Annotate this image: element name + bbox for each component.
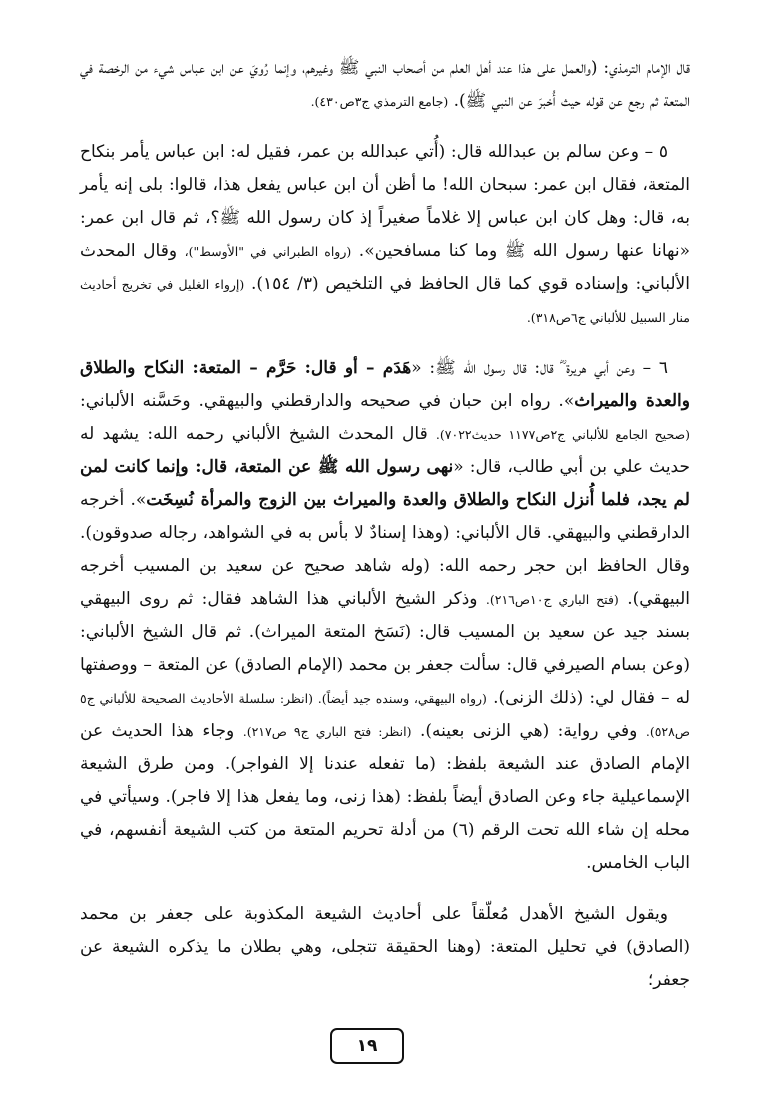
hadith-text: نهى رسول الله ﷺ عن المتعة، قال: وإنما كانت لمن لم يجد، فلما أُنزل النكاح والطلاق والعدة والميراث بين الزوج والمرأة نُسِخَت — [80, 457, 690, 510]
paragraph-hadith-6 — [80, 352, 690, 880]
paragraph-tirmidhi — [80, 52, 690, 118]
page-number: ١٩ — [356, 1036, 378, 1056]
hadith-text: هَدَم – أو قال: حَرَّم – المتعة: النكاح والطلاق والعدة والميراث — [80, 358, 690, 411]
paragraph-ahdal — [80, 898, 690, 997]
citation: (رواه البيهقي، وسنده جيد أيضاً). (انظر: سلسلة الأحاديث الصحيحة للألباني ج٥ ص٥٢٨). — [80, 691, 690, 739]
text-segment: ويقول الشيخ الأهدل مُعلّقاً على أحاديث الشيعة المكذوبة على جعفر بن محمد (الصادق) في تحليل المتعة: (وهنا الحقيقة تتجلى، وهي بطلان ما يذكره الشيعة عن جعفر؛ — [80, 904, 690, 990]
text-segment: ». رواه ابن حبان في صحيحه والدارقطني والبيهقي. وحَسَّنه الألباني: — [80, 391, 575, 411]
text-segment: وذكر الشيخ الألباني هذا الشاهد فقال: ثم روى البيهقي بسند جيد عن سعيد بن المسيب قال: (نَسَخ المتعة الميراث). ثم قال الشيخ الألباني: (وعن بسام الصيرفي قال: سألت جعفر بن محمد (الإمام الصادق) عن المتعة – ووصفتها له – فقال لي: (ذلك الزنى). — [80, 589, 690, 708]
text-segment: ٥ – وعن سالم بن عبدالله قال: (أُتي عبدالله بن عمر، فقيل له: ابن عباس يأمر بنكاح المتعة، فقال ابن عمر: سبحان الله! ما أظن أن ابن عباس يفعل هذا، قالوا: بلى إنه يأمر به، قال: وهل كان ابن عباس إلا غلاماً صغيراً إذ كان رسول الله ﷺ؟، ثم قال ابن عمر: «نهانا عنها رسول الله ﷺ وما كنا مسافحين». — [80, 142, 691, 261]
text-segment: قال المحدث الشيخ الألباني رحمه الله: يشهد له حديث علي بن أبي طالب، قال: « — [80, 424, 690, 477]
text-segment: ٦ – وعن أبي هريرة ؓ قال: قال رسول الله ﷺ: « — [411, 358, 668, 378]
citation: (إرواء الغليل في تخريج أحاديث منار السبيل للألباني ج٦ص٣١٨). — [80, 277, 690, 325]
citation: (صحيح الجامع للألباني ج٢ص١١٧٧ حديث٧٠٢٢). — [435, 427, 691, 442]
page-number-box — [330, 1028, 404, 1064]
citation: (رواه الطبراني في "الأوسط")، — [184, 244, 352, 259]
page-body — [80, 52, 690, 1003]
paragraph-hadith-5 — [80, 136, 690, 334]
citation: (جامع الترمذي ج٣ص٤٣٠). — [310, 94, 449, 109]
citation: (انظر: فتح الباري ج٩ ص٢١٧). — [242, 724, 412, 739]
text-segment: وقال المحدث الألباني: وإسناده قوي كما قال الحافظ في التلخيص (٣/ ١٥٤). — [80, 241, 690, 294]
text-segment: قال الإمام الترمذي: (والعمل على هذا عند أهل العلم من أصحاب النبي ﷺ وغيرهم، وإنما رُويَ عن ابن عباس شيء من الرخصة في المتعة ثم رجع عن قوله حيث أُخبرَ عن النبي ﷺ). — [80, 58, 690, 111]
text-segment: ». أخرجه الدارقطني والبيهقي. قال الألباني: (وهذا إسنادٌ لا بأس به في الشواهد، رجاله صدوقون). وقال الحافظ ابن حجر رحمه الله: (وله شاهد صحيح عن سعيد بن المسيب أخرجه البيهقي). — [80, 490, 690, 609]
citation: (فتح الباري ج١٠ص٢١٦). — [485, 592, 619, 607]
text-segment: وجاء هذا الحديث عن الإمام الصادق عند الشيعة بلفظ: (ما تفعله عندنا إلا الفواجر). ومن طرق الشيعة الإسماعيلية جاء وعن الصادق أيضاً بلفظ: (هذا زنى، وما يفعل هذا إلا فاجر). وسيأتي في محله إن شاء الله تحت الرقم (٦) من أدلة تحريم المتعة من كتب الشيعة أنفسهم، في الباب الخامس. — [80, 721, 690, 873]
text-segment: وفي رواية: (هي الزنى بعينه). — [411, 721, 646, 741]
